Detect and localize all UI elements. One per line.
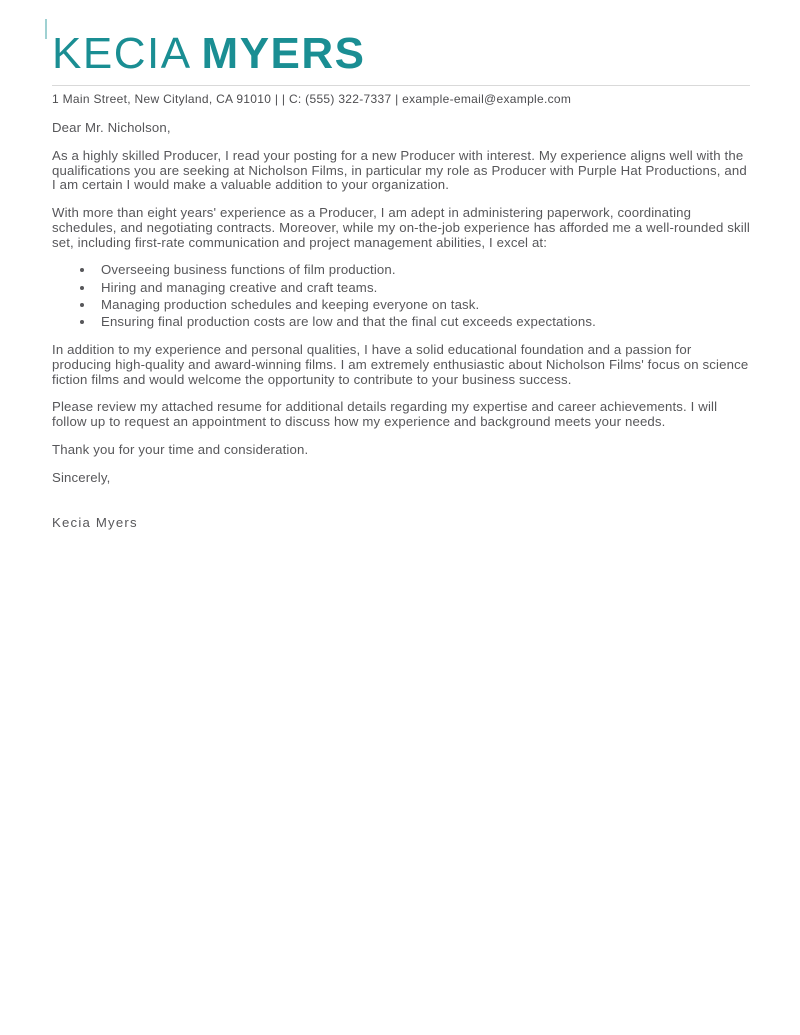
skill-item: • Overseeing business functions of film production. bbox=[95, 263, 752, 278]
thanks-line: Thank you for your time and consideration. bbox=[52, 442, 309, 457]
paragraph-intro: As a highly skilled Producer, I read your posting for a new Producer with interest. My experience aligns well with the qualifications you are seeking at Nicholson Films, in particular my role as Producer with Purple Hat Productions, and I am certain I would make a valuable addition to your organization. bbox=[52, 147, 747, 193]
accent-tick bbox=[45, 19, 47, 39]
salutation: Dear Mr. Nicholson, bbox=[52, 120, 171, 135]
signoff: Sincerely, bbox=[52, 469, 111, 485]
applicant-name bbox=[52, 29, 750, 78]
skill-item: • Hiring and managing creative and craft teams. bbox=[95, 281, 752, 296]
applicant-last-name: MYERS bbox=[201, 29, 366, 78]
signature-name: Kecia Myers bbox=[52, 514, 138, 530]
paragraph-education: In addition to my experience and personal qualities, I have a solid educational foundation and a passion for producing high-quality and award-winning films. I am extremely enthusiastic about Nicholson Films' focus on science fiction films and would welcome the opportunity to contribute to your business success. bbox=[52, 342, 749, 387]
skill-item: • Ensuring final production costs are low and that the final cut exceeds expectations. bbox=[95, 315, 752, 330]
skill-item: • Managing production schedules and keeping everyone on task. bbox=[95, 298, 752, 313]
letter-header bbox=[52, 29, 750, 106]
paragraph-followup: Please review my attached resume for additional details regarding my expertise and career achievements. I will follow up to request an appointment to discuss how my experience and background meets your needs. bbox=[52, 399, 718, 430]
paragraph-experience: With more than eight years' experience as a Producer, I am adept in administering paperwork, coordinating schedules, and negotiating contracts. Moreover, while my on-the-job experience has afforded me a well-rounded skill set, including first-rate communication and project management abilities, I excel at: bbox=[52, 205, 751, 250]
contact-line: 1 Main Street, New Cityland, CA 91010 | | C: (555) 322-7337 | example-email@example.com bbox=[52, 85, 750, 106]
skills-list bbox=[52, 263, 752, 330]
applicant-first-name: KECIA bbox=[52, 29, 192, 78]
letter-body bbox=[52, 121, 752, 530]
